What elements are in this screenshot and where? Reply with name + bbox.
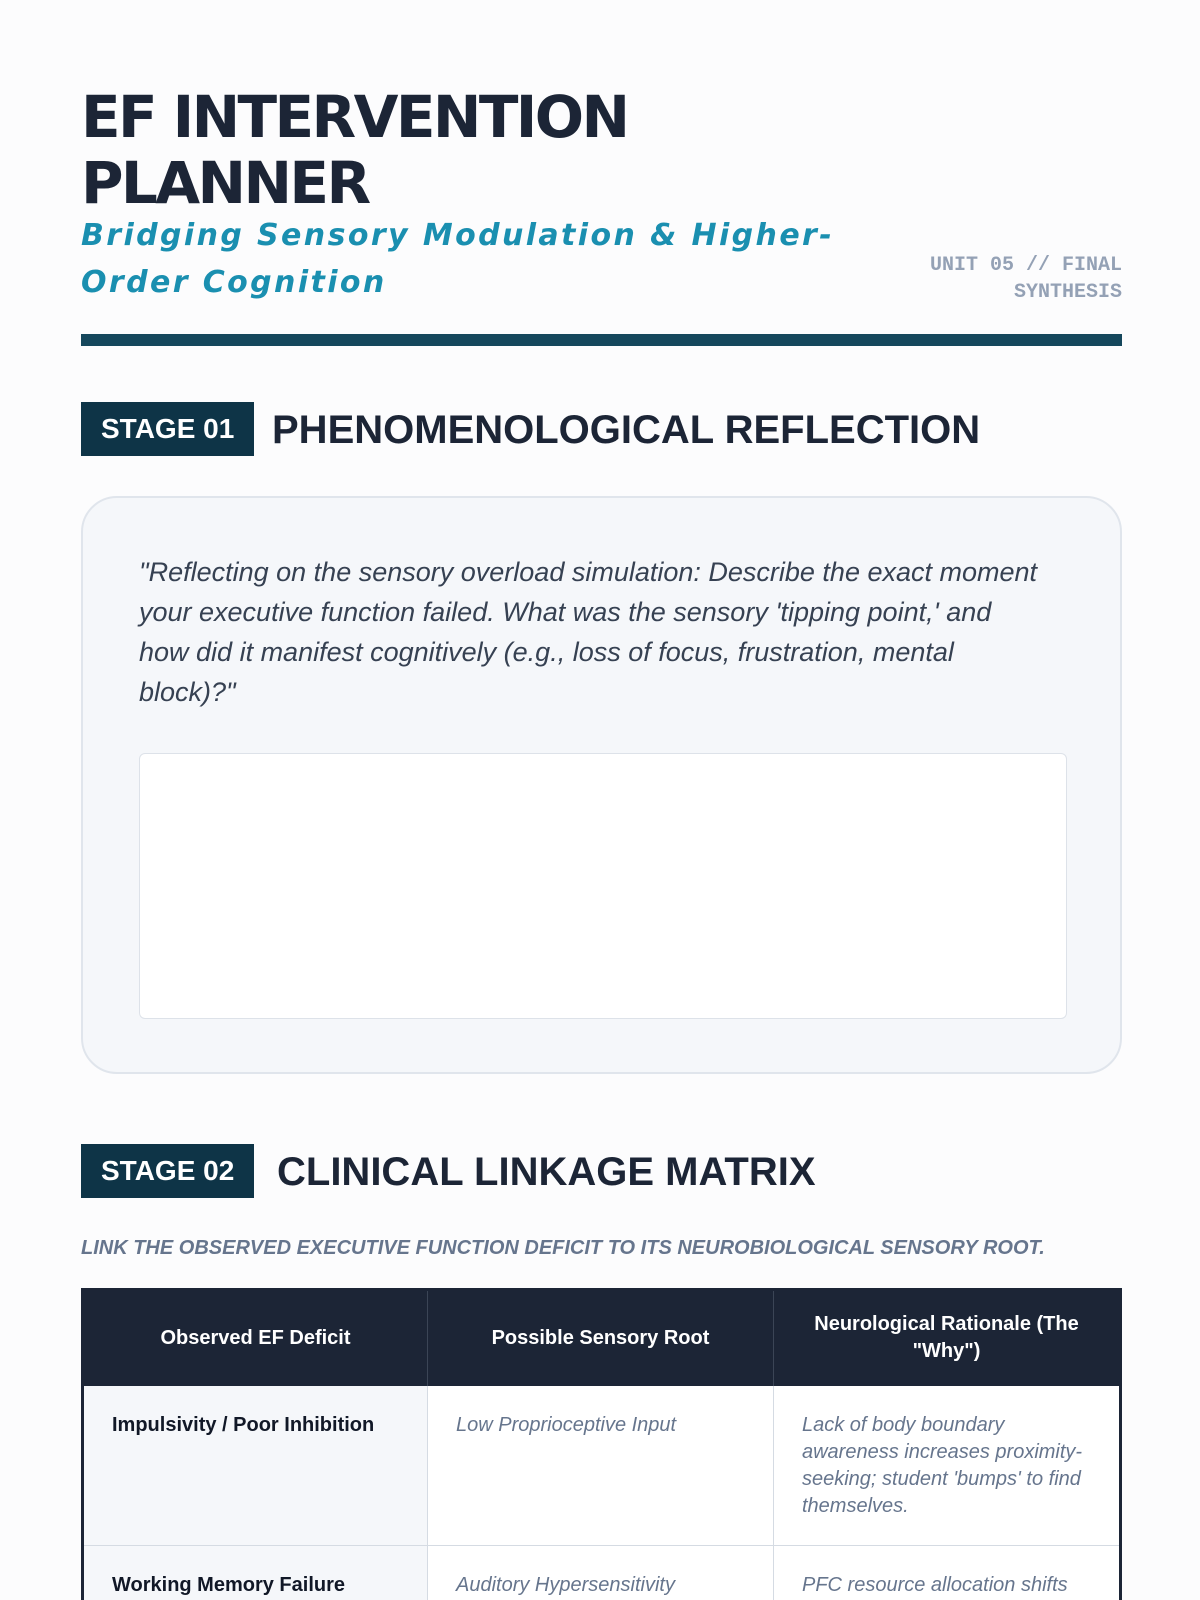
clinical-linkage-table: [81, 1288, 1122, 1600]
page-header: [81, 84, 1122, 346]
reflection-card: [81, 496, 1122, 1074]
column-header-sensory-root: Possible Sensory Root: [427, 1290, 773, 1386]
table-row: [83, 1546, 1121, 1600]
stage-02-badge: STAGE 02: [81, 1144, 254, 1198]
stage-02-title: CLINICAL LINKAGE MATRIX: [277, 1150, 816, 1194]
worksheet-page: [81, 0, 1122, 1600]
table-row: [83, 1386, 1121, 1546]
stage-01-badge: STAGE 01: [81, 402, 254, 456]
sensory-root-cell[interactable]: Auditory Hypersensitivity: [427, 1546, 773, 1600]
table-header-row: [83, 1290, 1121, 1386]
unit-label: UNIT 05 // FINAL SYNTHESIS: [929, 254, 1122, 304]
column-header-rationale: Neurological Rationale (The "Why"): [773, 1290, 1120, 1386]
column-header-deficit: Observed EF Deficit: [83, 1290, 428, 1386]
deficit-cell: Working Memory Failure: [83, 1546, 428, 1600]
deficit-cell: Impulsivity / Poor Inhibition: [83, 1386, 428, 1546]
matrix-instruction: LINK THE OBSERVED EXECUTIVE FUNCTION DEFICIT TO ITS NEUROBIOLOGICAL SENSORY ROOT.: [81, 1237, 1045, 1259]
page-subtitle: Bridging Sensory Modulation & Higher-Order Cognition: [81, 218, 835, 300]
rationale-cell[interactable]: PFC resource allocation shifts: [773, 1546, 1120, 1600]
page-title: EF INTERVENTION PLANNER: [81, 83, 628, 217]
stage-02-header: [81, 1144, 1122, 1198]
reflection-prompt: "Reflecting on the sensory overload simulation: Describe the exact moment your executive function failed. What was the sensory 'tipping point,' and how did it manifest cognitively (e.g., loss of focus, frustration, mental block)?": [139, 557, 1038, 707]
sensory-root-cell[interactable]: Low Proprioceptive Input: [427, 1386, 773, 1546]
reflection-answer-field[interactable]: [139, 753, 1067, 1019]
header-divider: [81, 334, 1122, 346]
rationale-cell[interactable]: Lack of body boundary awareness increases proximity-seeking; student 'bumps' to find themselves.: [773, 1386, 1120, 1546]
stage-01-header: [81, 402, 1122, 456]
stage-01-title: PHENOMENOLOGICAL REFLECTION: [272, 408, 981, 452]
